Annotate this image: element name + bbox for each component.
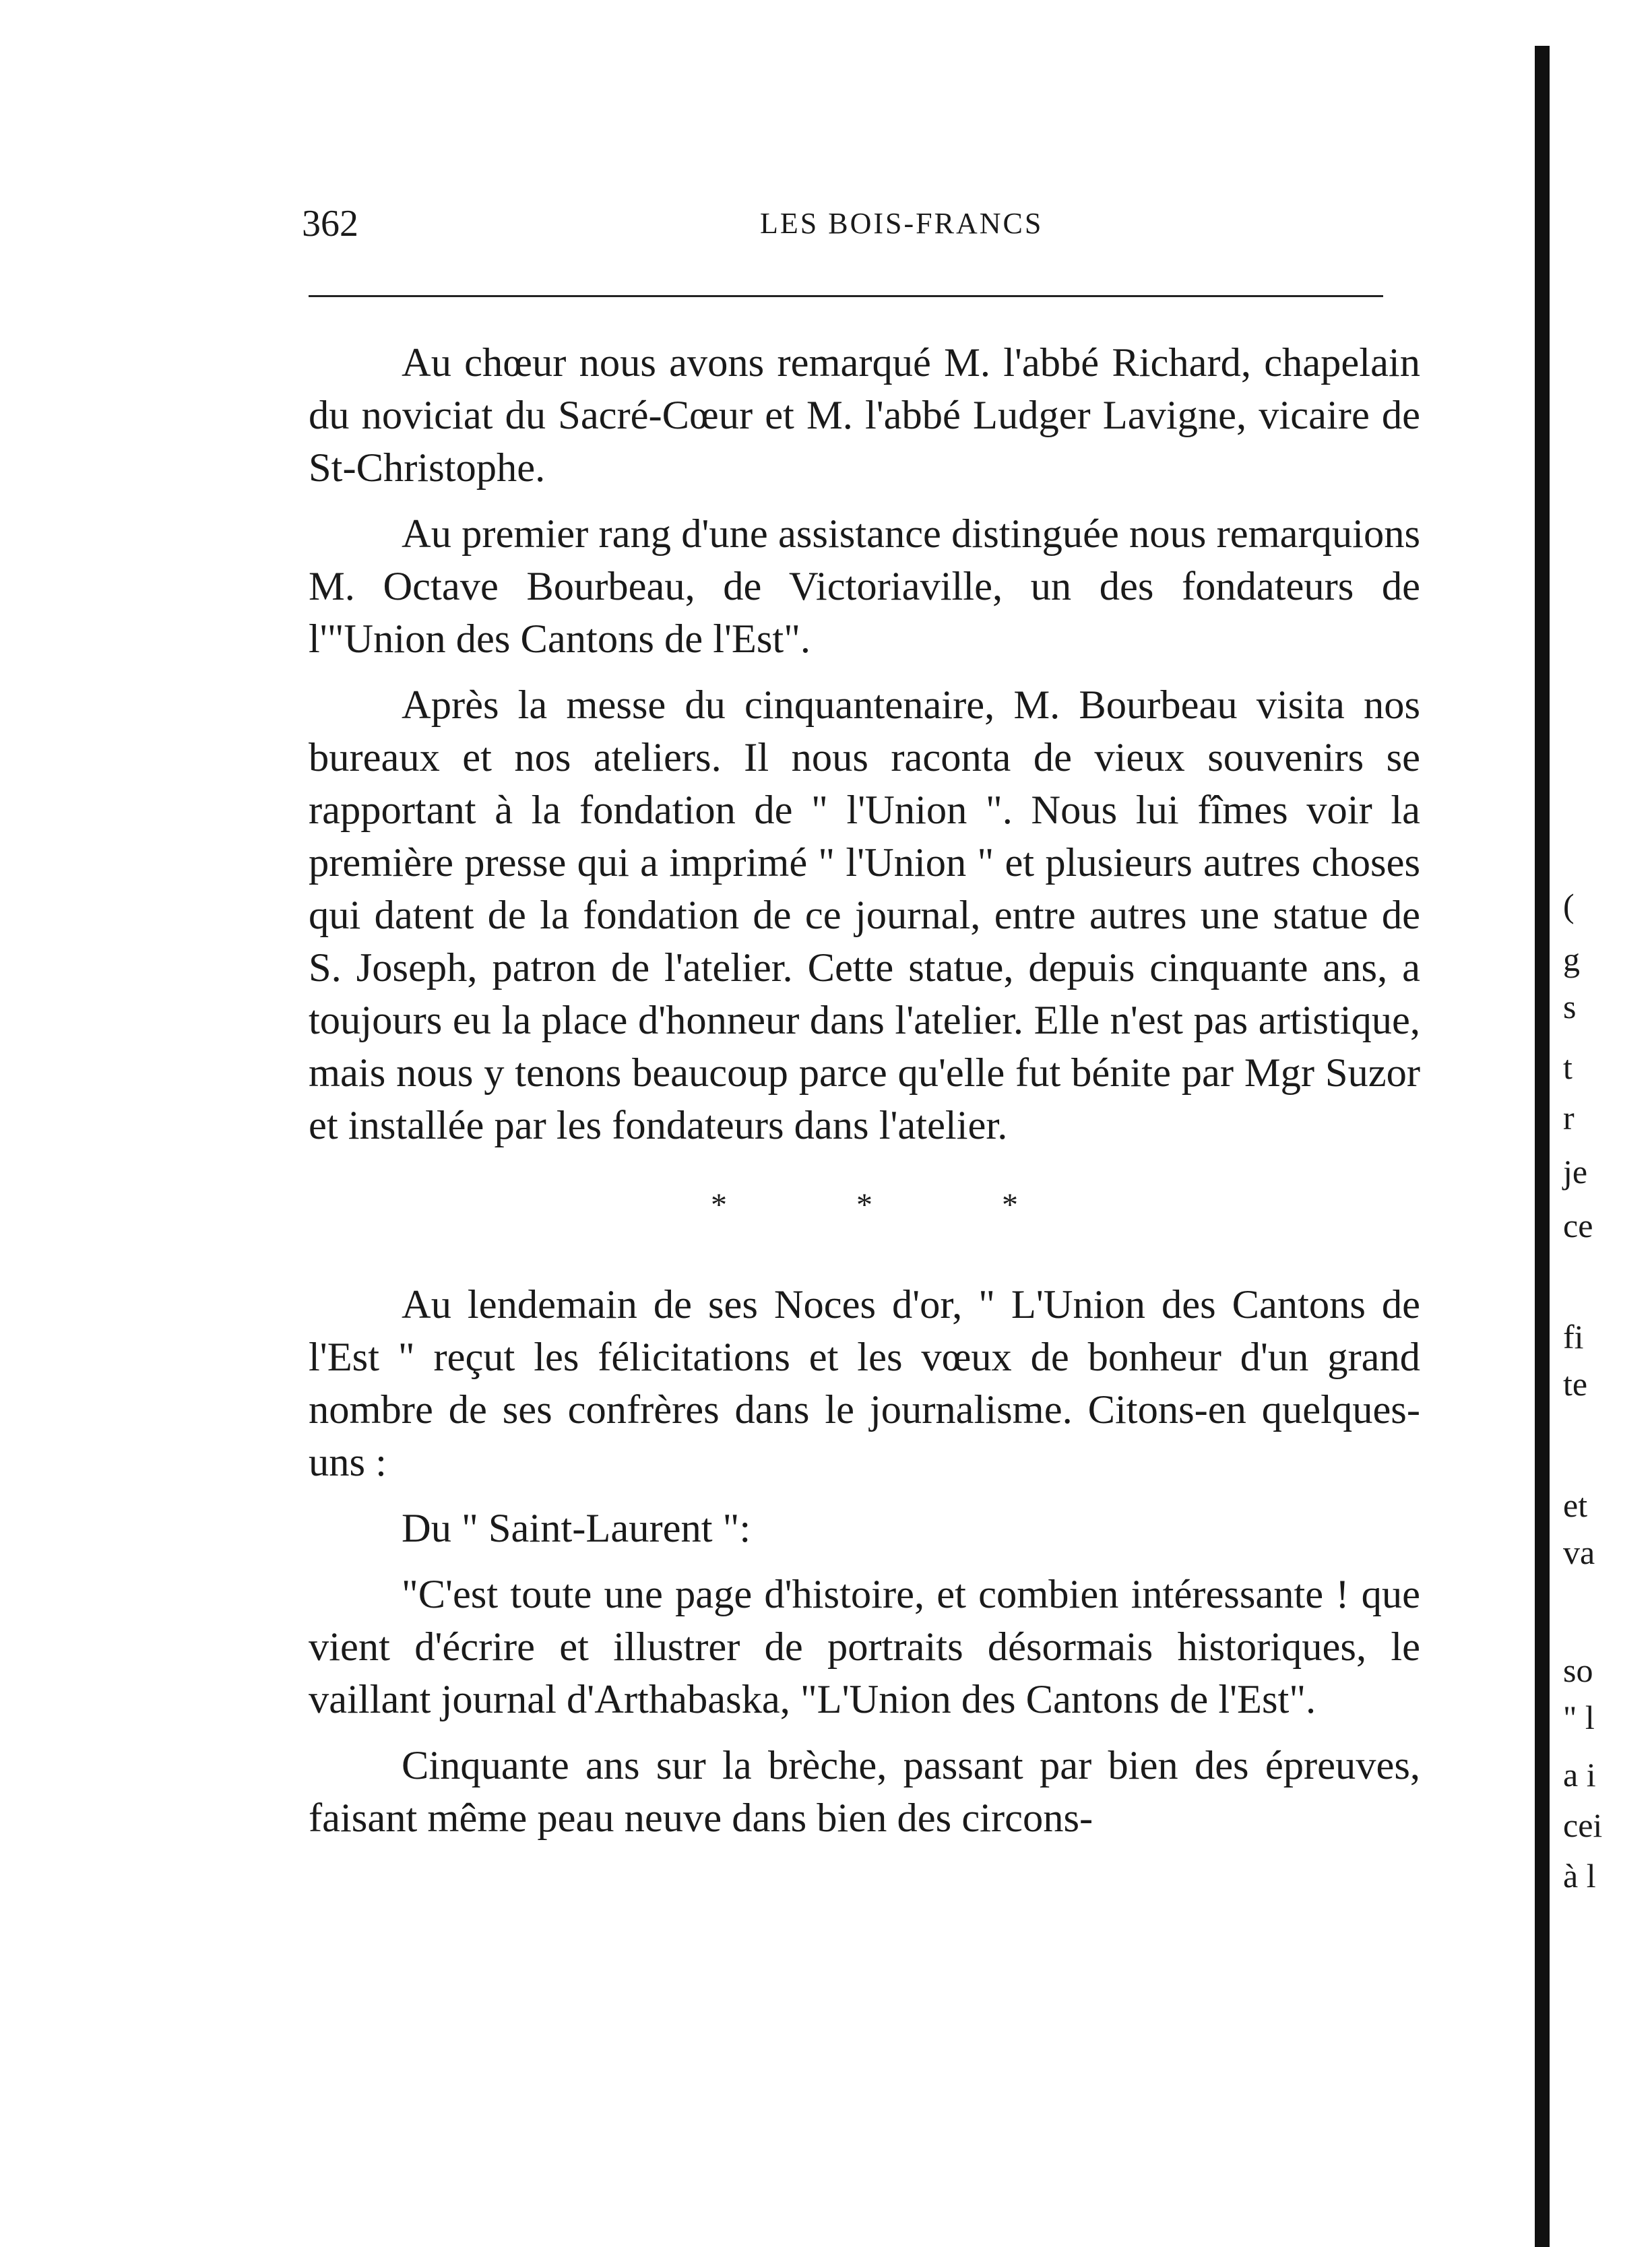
quote-paragraph: Cinquante ans sur la brèche, passant par bien des épreuves, faisant même peau neuve dans bien des circons- [309, 1743, 1420, 1841]
fragment: " l [1563, 1699, 1595, 1736]
fragment: ce [1563, 1207, 1593, 1244]
fragment: r [1563, 1099, 1575, 1137]
paragraph: Au premier rang d'une assistance distinguée nous remarquions M. Octave Bourbeau, de Victoriaville, un des fondateurs de l'"Union des Cantons de l'Est". [309, 511, 1420, 662]
page-number: 362 [302, 203, 358, 245]
fragment: g [1563, 941, 1580, 978]
page-header [302, 202, 1413, 256]
running-title: LES BOIS-FRANCS [760, 207, 1044, 240]
fragment: so [1563, 1651, 1593, 1689]
fragment: s [1563, 988, 1577, 1025]
fragment: et [1563, 1486, 1588, 1524]
paragraph: Du " Saint-Laurent ": [402, 1506, 751, 1551]
page-binding-edge [1535, 46, 1550, 2247]
fragment: te [1563, 1365, 1588, 1403]
fragment: cei [1563, 1806, 1603, 1844]
fragment: a i [1563, 1756, 1596, 1794]
section-separator: * * * [711, 1187, 1079, 1223]
body-text [309, 337, 1420, 1858]
fragment: ( [1563, 887, 1575, 924]
fragment: je [1563, 1153, 1588, 1191]
fragment: à l [1563, 1857, 1596, 1895]
fragment: va [1563, 1533, 1595, 1571]
paragraph: Après la messe du cinquantenaire, M. Bourbeau visita nos bureaux et nos ateliers. Il nous raconta de vieux souvenirs se rapportant à la fondation de " l'Union ". Nous lui fîmes voir la première presse qui a imprimé " l'Union " et plusieurs autres choses qui datent de la fondation de ce journal, entre autres une statue de S. Joseph, patron de l'atelier. Cette statue, depuis cinquante ans, a toujours eu la place d'honneur dans l'atelier. Elle n'est pas artistique, mais nous y tenons beaucoup parce qu'elle fut bénite par Mgr Suzor et installée par les fondateurs dans l'atelier. [309, 683, 1420, 1148]
header-rule [309, 295, 1383, 297]
paragraph: Au lendemain de ses Noces d'or, " L'Union des Cantons de l'Est " reçut les félicitations et les vœux de bonheur d'un grand nombre de ses confrères dans le journalisme. Citons-en quelques-uns : [309, 1282, 1420, 1485]
fragment: fi [1563, 1318, 1584, 1356]
fragment: t [1563, 1048, 1572, 1086]
paragraph: Au chœur nous avons remarqué M. l'abbé Richard, chapelain du noviciat du Sacré-Cœur et M. l'abbé Ludger Lavigne, vicaire de St-Christophe. [309, 340, 1420, 490]
quote-paragraph: "C'est toute une page d'histoire, et combien intéressante ! que vient d'écrire et illustrer de portraits désormais historiques, le vaillant journal d'Arthabaska, "L'Union des Cantons de l'Est". [309, 1572, 1420, 1722]
